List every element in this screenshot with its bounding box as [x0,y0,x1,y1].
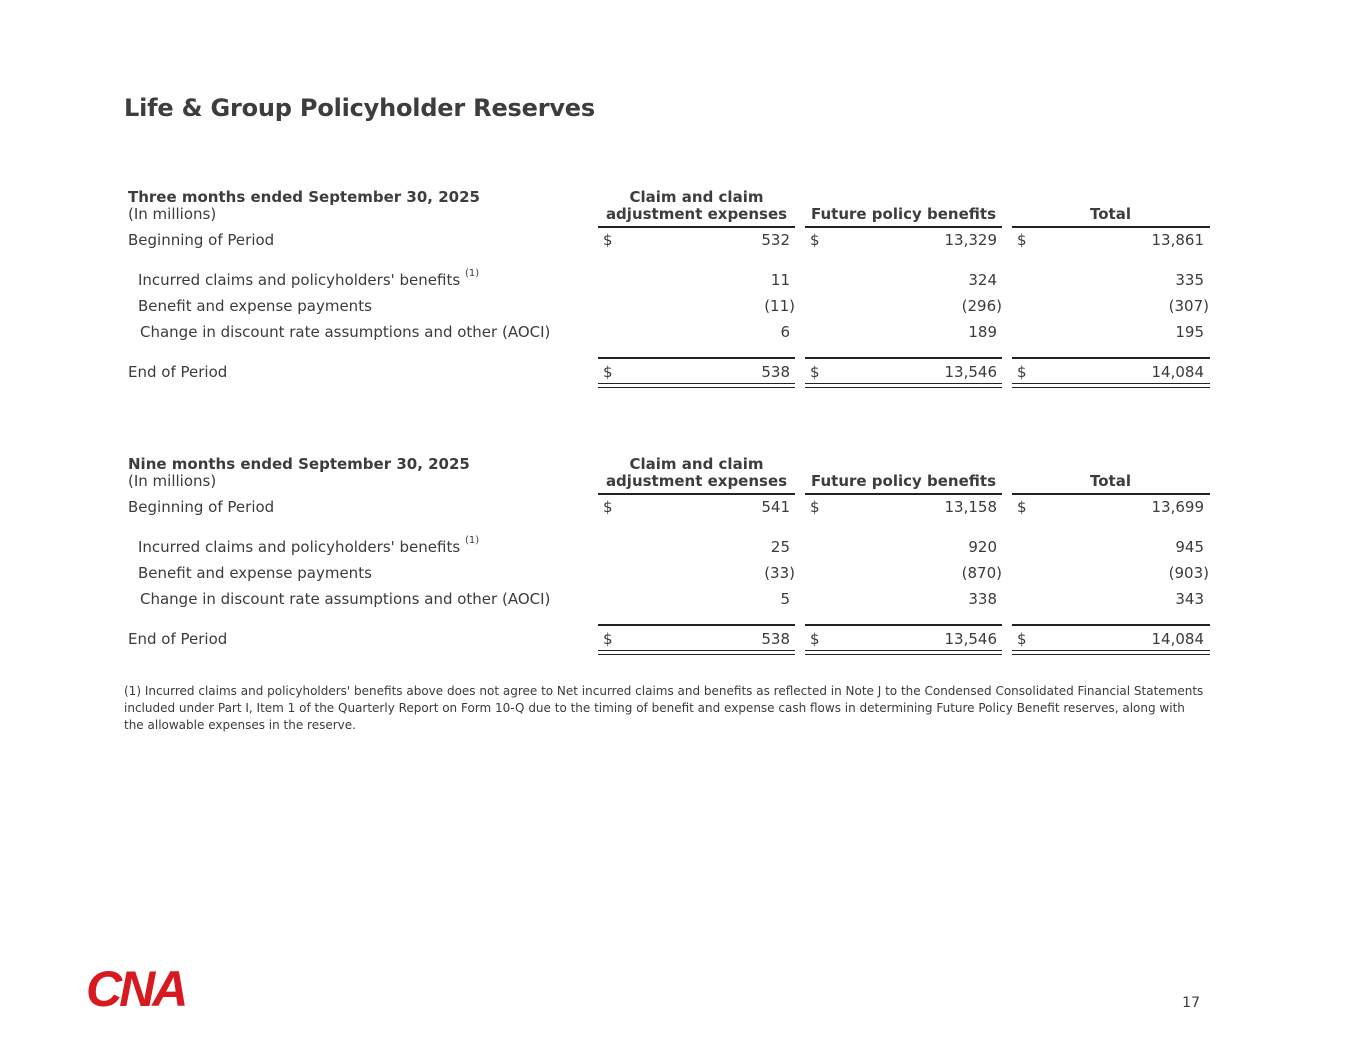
subtotal-rule [1012,624,1210,626]
currency-symbol: $ [1017,498,1027,516]
value-total: 945 [1175,538,1204,556]
currency-symbol: $ [603,231,613,249]
value-claim: (33) [764,564,795,582]
header-rule [598,226,795,228]
row-label-beginning: Beginning of Period [128,498,275,516]
row-label-incurred [138,268,480,289]
row-label-end: End of Period [128,363,228,381]
col-header-claim-line2: adjustment expenses [605,205,788,223]
total-double-rule [1012,383,1210,388]
reserves-table-three-months [128,186,1210,396]
period-heading: Three months ended September 30, 2025 [128,188,480,206]
header-rule [1012,493,1210,495]
value-claim: 11 [770,271,790,289]
value-future: (870) [961,564,1002,582]
value-claim: 6 [780,323,790,341]
value-future: 920 [968,538,997,556]
cna-logo [86,962,226,1014]
col-header-total: Total [1090,472,1131,490]
value-claim: 538 [761,363,790,381]
row-label-payments: Benefit and expense payments [138,564,372,582]
total-double-rule [1012,650,1210,655]
currency-symbol: $ [1017,630,1027,648]
value-total: 14,084 [1151,630,1204,648]
col-header-future-policy: Future policy benefits [810,205,997,223]
cna-logo-text: CNA [86,962,186,1010]
subtotal-rule [805,357,1002,359]
value-claim: 532 [761,231,790,249]
value-future: 324 [968,271,997,289]
value-total: 13,699 [1151,498,1204,516]
header-rule [1012,226,1210,228]
subtotal-rule [1012,357,1210,359]
total-double-rule [805,383,1002,388]
header-rule [805,493,1002,495]
col-header-claim-line1: Claim and claim [629,188,764,206]
header-rule [598,493,795,495]
value-total: 343 [1175,590,1204,608]
value-future: 338 [968,590,997,608]
value-claim: 5 [780,590,790,608]
subtotal-rule [805,624,1002,626]
col-header-future-policy: Future policy benefits [810,472,997,490]
subtotal-rule [598,357,795,359]
col-header-total: Total [1090,205,1131,223]
currency-symbol: $ [603,498,613,516]
subtotal-rule [598,624,795,626]
currency-symbol: $ [1017,231,1027,249]
currency-symbol: $ [810,498,820,516]
value-future: (296) [961,297,1002,315]
currency-symbol: $ [603,630,613,648]
row-label-incurred [138,535,480,556]
value-total: (903) [1168,564,1209,582]
footnote-marker: (1) [464,268,480,279]
row-label-discount-change: Change in discount rate assumptions and other (AOCI) [140,323,551,341]
col-header-claim-line1: Claim and claim [629,455,764,473]
row-label-payments: Benefit and expense payments [138,297,372,315]
row-label-text: Incurred claims and policyholders' benefits [138,271,461,289]
row-label-end: End of Period [128,630,228,648]
value-future: 13,546 [944,630,997,648]
value-claim: 541 [761,498,790,516]
value-future: 189 [968,323,997,341]
units-label: (In millions) [128,205,217,223]
currency-symbol: $ [1017,363,1027,381]
row-label-beginning: Beginning of Period [128,231,275,249]
header-rule [805,226,1002,228]
footnote-marker: (1) [464,535,480,546]
currency-symbol: $ [810,630,820,648]
value-future: 13,158 [944,498,997,516]
value-claim: 25 [770,538,790,556]
value-future: 13,546 [944,363,997,381]
total-double-rule [598,383,795,388]
value-claim: 538 [761,630,790,648]
units-label: (In millions) [128,472,217,490]
value-total: 14,084 [1151,363,1204,381]
total-double-rule [598,650,795,655]
row-label-text: Incurred claims and policyholders' benefits [138,538,461,556]
currency-symbol: $ [810,363,820,381]
page-number: 17 [1182,995,1200,1011]
value-total: 195 [1175,323,1204,341]
page-title: Life & Group Policyholder Reserves [124,94,595,122]
currency-symbol: $ [810,231,820,249]
currency-symbol: $ [603,363,613,381]
value-claim: (11) [764,297,795,315]
value-future: 13,329 [944,231,997,249]
value-total: 13,861 [1151,231,1204,249]
row-label-discount-change: Change in discount rate assumptions and other (AOCI) [140,590,551,608]
value-total: (307) [1168,297,1209,315]
footnote: (1) Incurred claims and policyholders' benefits above does not agree to Net incurred claims and benefits as reflected in Note J to the Condensed Consolidated Financial Statements included under Part I, Item 1 of the Quarterly Report on Form 10-Q due to the timing of benefit and expense cash flows in determining Future Policy Benefit reserves, along with the allowable expenses in the reserve. [124,684,1204,732]
period-heading: Nine months ended September 30, 2025 [128,455,470,473]
value-total: 335 [1175,271,1204,289]
reserves-table-nine-months [128,453,1210,663]
col-header-claim-line2: adjustment expenses [605,472,788,490]
total-double-rule [805,650,1002,655]
